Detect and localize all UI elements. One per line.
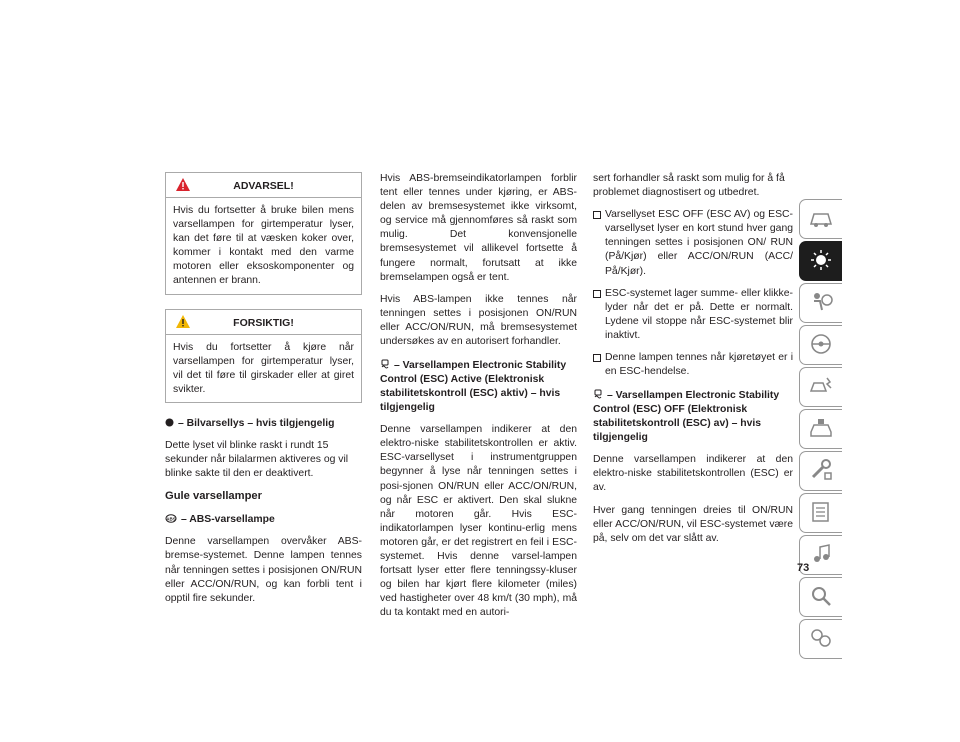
airbag-icon bbox=[808, 290, 834, 314]
bilvarsel-heading: – Bilvarsellys – hvis tilgjengelig bbox=[165, 417, 362, 431]
tab-airbag[interactable] bbox=[799, 283, 842, 323]
caution-box-title: FORSIKTIG! bbox=[233, 316, 294, 329]
caution-box-text: Hvis du fortsetter å kjøre når varsellampen for girtemperatur lyser, vil det til føre til girskader eller at giret svikter. bbox=[173, 341, 354, 395]
col2-paragraph-3: Denne varsellampen indikerer at den elektro-niske stabilitetskontrollen er aktiv. ESC-varsellyset i instrumentgruppen begynner å lyse når tenningen settes i posi-sjonen ON/RUN eller ACC/ON/RUN, og når ESC er aktivert. Den skal slukne når motoren går. Hvis ESC-indikatorlampen lyser kontinu-erlig mens motoren går, er det registrert en feil i ESC-systemet. Hvis denne varsel-lampen fortsatt lyser etter flere tenningssy-kluser og bilen har kjørt flere kilometer (miles) ved hastigheter over 48 km/t (30 mph), må du ta kontakt med en autori- bbox=[380, 424, 577, 619]
caution-box bbox=[165, 309, 362, 403]
car-service-icon bbox=[808, 416, 834, 440]
abs-text: Denne varsellampen overvåker ABS-bremse-systemet. Denne lampen tennes når tenningen settes i posisjonen ON/RUN eller ACC/ON/RUN, og kan forbli tent i opptil fire sekunder. bbox=[165, 536, 362, 604]
bullet-item: Denne lampen tennes når kjøretøyet er i en ESC-hendelse. bbox=[593, 351, 793, 379]
security-alert-dot-icon bbox=[165, 418, 174, 427]
warning-box-header bbox=[166, 173, 361, 198]
bullet-item: Varsellyset ESC OFF (ESC AV) og ESC-varsellyset lyser en kort stund hver gang tenningen settes i posisjonen ON/ RUN (På/Kjør) eller ACC/ON/RUN (ACC/ På/Kjør). bbox=[593, 208, 793, 278]
wrench-icon bbox=[808, 458, 834, 482]
tab-crash[interactable] bbox=[799, 367, 842, 407]
caution-box-header bbox=[166, 310, 361, 335]
col3-paragraph-2: Denne varsellampen indikerer at den elektro-niske stabilitetskontrollen (ESC) er av. bbox=[593, 454, 793, 494]
bullet-item: ESC-systemet lager summe- eller klikke-lyder når det er på. Dette er normalt. Lydene vil stoppe når ESC-systemet blir inaktivt. bbox=[593, 287, 793, 343]
music-icon bbox=[808, 542, 834, 566]
page-number: 73 bbox=[797, 562, 810, 574]
tab-checklist[interactable] bbox=[799, 493, 842, 533]
esc-active-heading: – Varsellampen Electronic Stability Control (ESC) Active (Elektronisk stabilitetskontroll (ESC) aktiv) – hvis tilgjengelig bbox=[380, 360, 567, 414]
tab-language[interactable] bbox=[799, 619, 842, 659]
tab-steering-wheel[interactable] bbox=[799, 325, 842, 365]
col2-paragraph-1: Hvis ABS-bremseindikatorlampen forblir tent eller tennes under kjøring, er ABS-delen av bremsesystemet ikke virksomt, og service må gjennomføres så raskt som mulig. Det konvensjonelle bremsesystemet vil allikevel fortsette å fungere normalt, forutsatt at ikke bremselampen også er tent. bbox=[380, 173, 577, 283]
search-icon bbox=[808, 584, 834, 608]
checklist-icon bbox=[808, 500, 834, 524]
abs-lamp-icon bbox=[165, 514, 177, 523]
crash-icon bbox=[808, 374, 834, 398]
esc-off-heading: – Varsellampen Electronic Stability Control (ESC) OFF (Elektronisk stabilitetskontroll (ESC) av) – hvis tilgjengelig bbox=[593, 390, 780, 444]
bilvarsel-text: Dette lyset vil blinke raskt i rundt 15 sekunder når bilalarmen aktiveres og vil blinke sakte til den er deaktivert. bbox=[165, 439, 349, 480]
tab-wrench[interactable] bbox=[799, 451, 842, 491]
warning-box bbox=[165, 172, 362, 295]
abs-heading: ABS – ABS-varsellampe bbox=[166, 514, 275, 526]
esc-car-skid-icon bbox=[380, 359, 390, 369]
steering-wheel-icon bbox=[808, 332, 834, 356]
tab-warning-lights[interactable] bbox=[799, 241, 842, 281]
tab-car-dashboard[interactable] bbox=[799, 199, 842, 239]
svg-text:ABS: ABS bbox=[166, 516, 176, 522]
col2-paragraph-2: Hvis ABS-lampen ikke tennes når tenningen settes i posisjonen ON/RUN eller ACC/ON/RUN, må bremsesystemet undersøkes av en autorisert forhandler. bbox=[380, 293, 577, 348]
warning-box-title: ADVARSEL! bbox=[233, 180, 294, 192]
col3-paragraph-1: sert forhandler så raskt som mulig for å få problemet diagnostisert og utbedret. bbox=[593, 173, 785, 199]
car-dashboard-icon bbox=[808, 206, 834, 230]
column-3 bbox=[593, 172, 793, 554]
column-1 bbox=[165, 172, 362, 614]
tab-search[interactable] bbox=[799, 577, 842, 617]
col3-paragraph-3: Hver gang tenningen dreies til ON/RUN eller ACC/ON/RUN, vil ESC-systemet være på, selv om det var slått av. bbox=[593, 504, 793, 544]
warning-lights-icon bbox=[808, 248, 834, 272]
warning-box-text: Hvis du fortsetter å bruke bilen mens varsellampen for girtemperatur lyser, kan det føre til at væsken koker over, kommer i kontakt med den varme motoren eller eksoskomponenter og antennen er brann. bbox=[173, 205, 354, 287]
esc-off-icon bbox=[593, 389, 603, 399]
section-title: Gule varsellamper bbox=[165, 490, 263, 503]
tab-car-service[interactable] bbox=[799, 409, 842, 449]
column-2 bbox=[380, 172, 577, 628]
language-icon bbox=[808, 626, 834, 650]
